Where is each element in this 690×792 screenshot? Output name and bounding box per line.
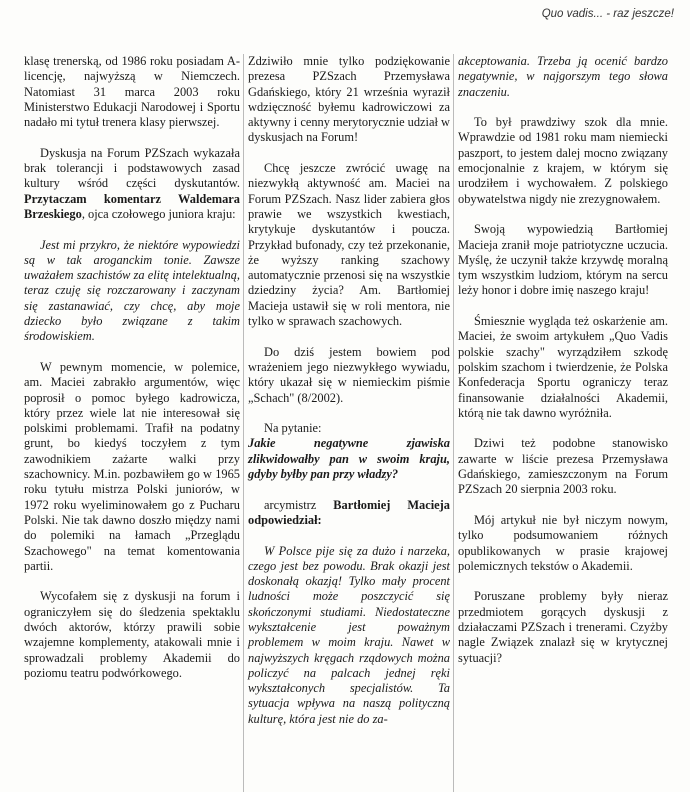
paragraph: Swoją wypowiedzią Bartłomiej Macieja zranił moje patriotyczne uczucia. Myślę, że uczynił także krzywdę moralną tym wszystkim ludziom, którym na sercu leży honor i dobre imię naszego kraju! bbox=[458, 222, 668, 298]
paragraph bbox=[248, 498, 450, 529]
quote-paragraph: W Polsce pije się za dużo i narzeka, czego jest bez powodu. Brak okazji jest doskonałą okazją! Tylko mały procent ludności może poszczycić się skończonymi studiami. Niedostateczne wykształcenie jest poważnym problemem w moim kraju. Nawet w najwyższych kręgach rządowych można policzyć na palcach jednej ręki wykształconych specjalistów. Ta sytuacja wpływa na naszą polityczną kulturę, która jest nie do za- bbox=[248, 543, 450, 726]
column-2 bbox=[248, 54, 450, 727]
paragraph: klasę trenerską, od 1986 roku posiadam A-licencję, najwyższą w Niemczech. Natomiast 31 marca 2003 roku Ministerstwo Edukacji Narodowej i Sportu nadało mi tytuł trenera klasy pierwszej. bbox=[24, 54, 240, 130]
quote-paragraph: akceptowania. Trzeba ją ocenić bardzo negatywnie, w najgorszym tego słowa znaczeniu. bbox=[458, 54, 668, 99]
paragraph: Do dziś jestem bowiem pod wrażeniem jego niezwykłego wywiadu, który ukazał się w niemieckim piśmie „Schach" (8/2002). bbox=[248, 344, 450, 405]
paragraph bbox=[24, 146, 240, 222]
column-divider bbox=[453, 54, 454, 792]
paragraph: Poruszane problemy były nieraz przedmiotem gorących dyskusji z działaczami PZSzach i trenerami. Czyżby nagle Związek znalazł się w krytycznej sytuacji? bbox=[458, 589, 668, 665]
paragraph: Chcę jeszcze zwrócić uwagę na niezwykłą aktywność am. Maciei na Forum PZSzach. Nasz lider zabiera głos prawie we wszystkich kwestiach, krytykuje dyskutantów i poucza. Przykład bufonady, czy też przekonanie, że wyższy ranking szachowy automatycznie przenosi się na wszystkie dziedziny życia? Am. Bartłomiej Macieja ustawił się w roli mentora, nie tylko w sprawach szachowych. bbox=[248, 161, 450, 329]
paragraph: Dziwi też podobne stanowisko zawarte w liście prezesa Przemysława Gdańskiego, zamieszczonym na Forum PZSzach 20 sierpnia 2003 roku. bbox=[458, 436, 668, 497]
paragraph-text: , ojca czołowego juniora kraju: bbox=[81, 206, 236, 221]
question-intro: Na pytanie: bbox=[264, 421, 322, 436]
paragraph: Mój artykuł nie był niczym nowym, tylko podsumowaniem różnych opublikowanych w prasie krajowej polemicznych tekstów o Akademii. bbox=[458, 512, 668, 573]
column-divider bbox=[243, 54, 244, 792]
paragraph-text: Dyskusja na Forum PZSzach wykazała brak tolerancji i podstawowych zasad kultury wśród części dyskutantów. bbox=[24, 145, 240, 191]
quote-paragraph: Jest mi przykro, że niektóre wypowiedzi są w tak aroganckim tonie. Zawsze uważałem szachistów za elitę intelektualną, teraz czuję się rozczarowany i zaczynam się zastanawiać, czy chcę, aby moje dziecko było związane z takim środowiskiem. bbox=[24, 237, 240, 344]
paragraph: W pewnym momencie, w polemice, am. Maciei zabrakło argumentów, więc poprosił o pomoc byłego kadrowicza, który przez wiele lat nie interesował się polskimi problemami. Trafił na podatny grunt, bo kiedyś toczyłem z tym zawodnikiem zażarte walki przy szachownicy. M.in. pozbawiłem go w 1965 roku tytułu mistrza Polski juniorów, w 1972 roku wyeliminowałem go z Pucharu Polski. Nie tak dawno doszło między nami do polemiki na łamach „Przeglądu Szachowego" na temat komentowania partii. bbox=[24, 359, 240, 573]
column-3 bbox=[458, 54, 668, 666]
bold-name: Bartłomiej Macieja odpowiedział: bbox=[248, 497, 450, 527]
paragraph: Śmiesznie wygląda też oskarżenie am. Maciei, że swoim artykułem „Quo Vadis polskie szachy" wyrządziłem szkodę polskim szachom i twierdzenie, że Polska Konfederacja Sportu ograniczy teraz finansowanie działalności Akademii, którą nie tak dawno wyróżniła. bbox=[458, 314, 668, 420]
paragraph-text: arcymistrz bbox=[264, 497, 334, 512]
question-text: Jakie negatywne zjawiska zlikwidowałby pan w swoim kraju, gdyby byłby pan przy władzy? bbox=[248, 436, 450, 482]
running-head: Quo vadis... - raz jeszcze! bbox=[541, 8, 674, 20]
paragraph: To był prawdziwy szok dla mnie. Wprawdzie od 1981 roku mam niemiecki paszport, to jestem dalej mocno związany emocjonalnie z krajem, w którym się urodziłem i wychowałem. Z polskiego obywatelstwa nigdy nie zrezygnowałem. bbox=[458, 115, 668, 206]
bold-intro: Przytaczam komentarz Waldemara Brzeskiego bbox=[24, 191, 240, 221]
column-1 bbox=[24, 54, 240, 681]
paragraph: Wycofałem się z dyskusji na forum i ograniczyłem się do śledzenia spektaklu dwóch aktorów, którzy prawili sobie wzajemne komplementy, atakowali mnie i sprowadzali problemy Akademii do poziomu teatru podwórkowego. bbox=[24, 589, 240, 680]
question-paragraph bbox=[248, 421, 450, 482]
paragraph: Zdziwiło mnie tylko podziękowanie prezesa PZSzach Przemysława Gdańskiego, który 21 września wyraził wdzięczność byłemu kadrowiczowi za aktywny i cenny merytorycznie udział w dyskusjach na Forum! bbox=[248, 54, 450, 145]
